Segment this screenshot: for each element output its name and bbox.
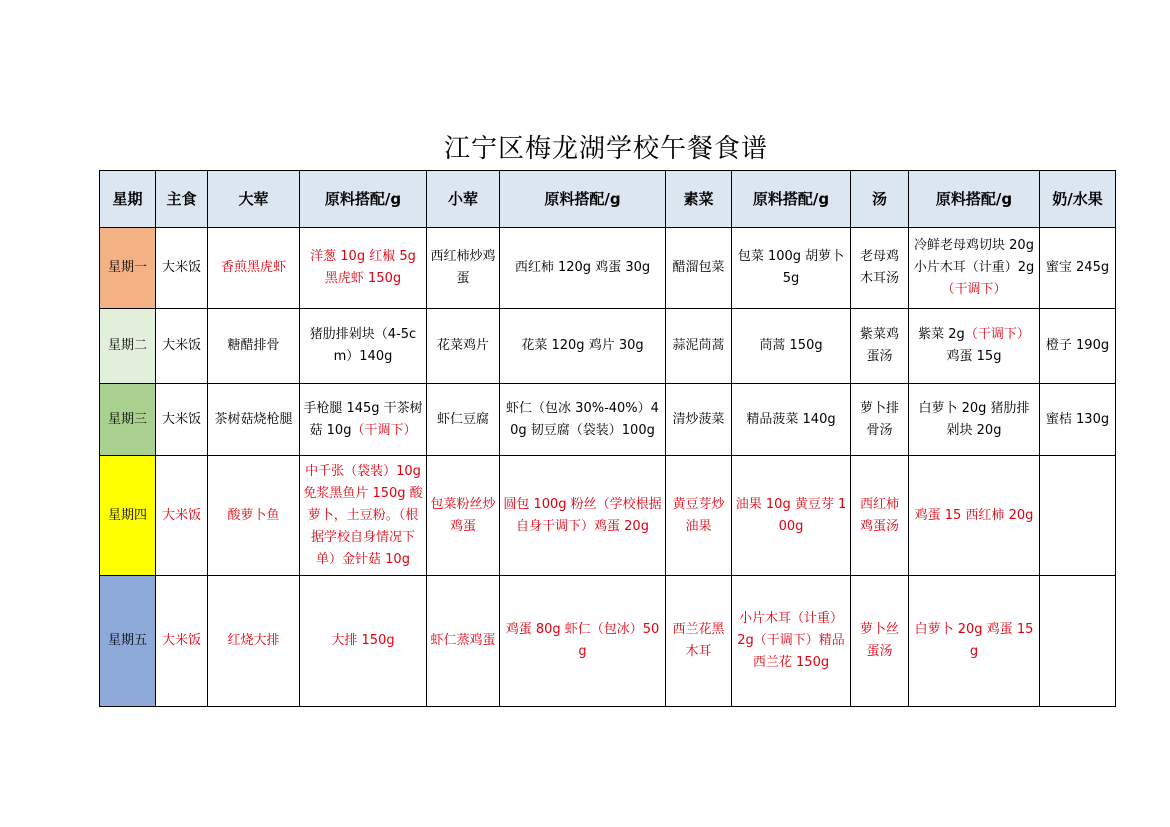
staple-cell: 大米饭: [156, 576, 208, 707]
fruit-cell: [1040, 456, 1116, 576]
staple-cell: 大米饭: [156, 309, 208, 384]
fruit-cell: 蜜桔 130g: [1040, 384, 1116, 456]
table-row: [100, 228, 1116, 309]
soup-cell: 老母鸡木耳汤: [851, 228, 909, 309]
side-meat-ingredients-cell: 西红柿 120g 鸡蛋 30g: [500, 228, 666, 309]
side-meat-ingredients-cell: 花菜 120g 鸡片 30g: [500, 309, 666, 384]
soup-cell: 萝卜排骨汤: [851, 384, 909, 456]
side-meat-cell: 包菜粉丝炒鸡蛋: [427, 456, 500, 576]
vegetable-cell: 醋溜包菜: [666, 228, 732, 309]
vegetable-ingredients-cell: 包菜 100g 胡萝卜 5g: [732, 228, 851, 309]
fruit-cell: 蜜宝 245g: [1040, 228, 1116, 309]
vegetable-cell: 黄豆芽炒油果: [666, 456, 732, 576]
header-fruit: 奶/水果: [1040, 171, 1116, 228]
table-row: [100, 576, 1116, 707]
side-meat-cell: 花菜鸡片: [427, 309, 500, 384]
vegetable-ingredients-cell: 茼蒿 150g: [732, 309, 851, 384]
lunch-menu-table: [99, 170, 1116, 707]
page-title: 江宁区梅龙湖学校午餐食谱: [443, 134, 768, 164]
dry-seasoning-note: （干调下）: [964, 327, 1030, 342]
main-meat-ingredients-cell: [300, 384, 427, 456]
fruit-cell: [1040, 576, 1116, 707]
header-side-meat-ingredients: 原料搭配/g: [500, 171, 666, 228]
day-cell: 星期四: [100, 456, 156, 576]
table-row: [100, 456, 1116, 576]
side-meat-ingredients-cell: 鸡蛋 80g 虾仁（包冰）50g: [500, 576, 666, 707]
side-meat-ingredients-cell: 虾仁（包冰 30%-40%）40g 韧豆腐（袋装）100g: [500, 384, 666, 456]
vegetable-cell: 西兰花黑木耳: [666, 576, 732, 707]
header-vegetable: 素菜: [666, 171, 732, 228]
day-cell: 星期三: [100, 384, 156, 456]
main-meat-ingredients-cell: 中千张（袋装）10g 免浆黑鱼片 150g 酸萝卜，土豆粉。（根据学校自身情况下单）金针菇 10g: [300, 456, 427, 576]
fruit-cell: 橙子 190g: [1040, 309, 1116, 384]
main-meat-cell: 香煎黑虎虾: [208, 228, 300, 309]
soup-ingredients-cell: [909, 309, 1040, 384]
vegetable-ingredients-cell: 精品菠菜 140g: [732, 384, 851, 456]
main-meat-cell: 茶树菇烧枪腿: [208, 384, 300, 456]
soup-ingredients-text: 紫菜 2g: [918, 327, 965, 342]
main-meat-cell: 酸萝卜鱼: [208, 456, 300, 576]
side-meat-ingredients-cell: 圆包 100g 粉丝（学校根据自身干调下）鸡蛋 20g: [500, 456, 666, 576]
dry-seasoning-note: （干调下）: [941, 282, 1007, 297]
soup-ingredients-cell: [909, 228, 1040, 309]
side-meat-cell: 西红柿炒鸡蛋: [427, 228, 500, 309]
header-row: [100, 171, 1116, 228]
header-main-meat: 大荤: [208, 171, 300, 228]
vegetable-ingredients-cell: 油果 10g 黄豆芽 100g: [732, 456, 851, 576]
header-vegetable-ingredients: 原料搭配/g: [732, 171, 851, 228]
dry-seasoning-note: （干调下）: [351, 422, 417, 438]
header-side-meat: 小荤: [427, 171, 500, 228]
main-meat-ingredients-text: 手枪腿 145g 干茶树菇 10g: [303, 400, 423, 438]
soup-cell: 紫菜鸡蛋汤: [851, 309, 909, 384]
main-meat-ingredients-cell: 大排 150g: [300, 576, 427, 707]
header-day: 星期: [100, 171, 156, 228]
side-meat-cell: 虾仁蒸鸡蛋: [427, 576, 500, 707]
soup-cell: 萝卜丝蛋汤: [851, 576, 909, 707]
table-row: [100, 309, 1116, 384]
soup-ingredients-cell: 白萝卜 20g 猪肋排剁块 20g: [909, 384, 1040, 456]
soup-cell: 西红柿鸡蛋汤: [851, 456, 909, 576]
day-cell: 星期五: [100, 576, 156, 707]
header-staple: 主食: [156, 171, 208, 228]
header-soup-ingredients: 原料搭配/g: [909, 171, 1040, 228]
table-row: [100, 384, 1116, 456]
main-meat-ingredients-cell: 猪肋排剁块（4-5cm）140g: [300, 309, 427, 384]
vegetable-cell: 蒜泥茼蒿: [666, 309, 732, 384]
soup-ingredients-cell: 白萝卜 20g 鸡蛋 15g: [909, 576, 1040, 707]
vegetable-cell: 清炒菠菜: [666, 384, 732, 456]
soup-ingredients-text: 冷鲜老母鸡切块 20g 小片木耳（计重）2g: [913, 238, 1035, 275]
header-soup: 汤: [851, 171, 909, 228]
header-main-meat-ingredients: 原料搭配/g: [300, 171, 427, 228]
day-cell: 星期二: [100, 309, 156, 384]
staple-cell: 大米饭: [156, 384, 208, 456]
staple-cell: 大米饭: [156, 456, 208, 576]
soup-ingredients-text-2: 鸡蛋 15g: [946, 349, 1002, 364]
main-meat-cell: 糖醋排骨: [208, 309, 300, 384]
day-cell: 星期一: [100, 228, 156, 309]
side-meat-cell: 虾仁豆腐: [427, 384, 500, 456]
main-meat-cell: 红烧大排: [208, 576, 300, 707]
main-meat-ingredients-cell: 洋葱 10g 红椒 5g 黑虎虾 150g: [300, 228, 427, 309]
soup-ingredients-cell: 鸡蛋 15 西红柿 20g: [909, 456, 1040, 576]
vegetable-ingredients-cell: 小片木耳（计重）2g（干调下）精品西兰花 150g: [732, 576, 851, 707]
staple-cell: 大米饭: [156, 228, 208, 309]
